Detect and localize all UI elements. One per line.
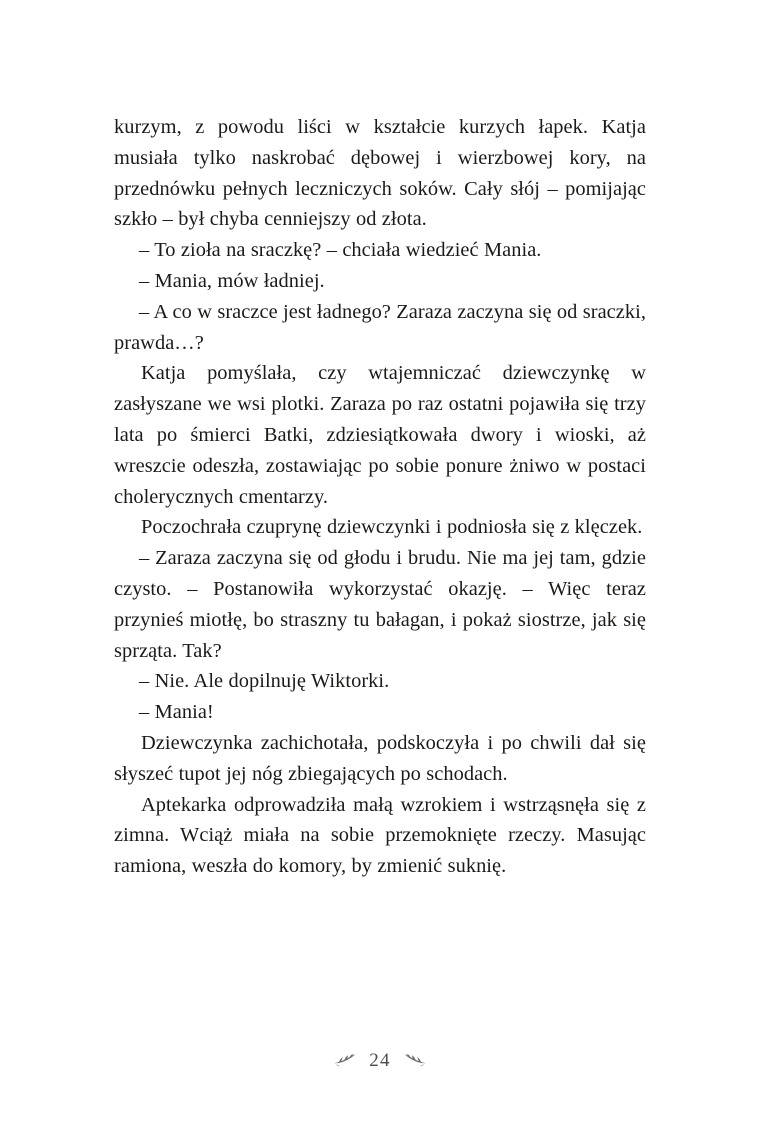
paragraph-dialogue: – A co w sraczce jest ładnego? Zaraza zaczyna się od sraczki, prawda…? [114, 300, 646, 354]
paragraph-dialogue: – Mania, mów ładniej. [139, 269, 325, 292]
paragraph-dialogue: – Nie. Ale dopilnuję Wiktorki. [139, 670, 390, 693]
paragraph-dialogue: – Mania! [139, 701, 214, 724]
leaf-flourish-icon [402, 1052, 428, 1068]
paragraph-narrative: Katja pomyślała, czy wtajemniczać dziewczynkę w zasłyszane we wsi plotki. Zaraza po raz ostatni pojawiła się trzy lata po śmierci Batki, zdziesiątkowała dwory i wioski, aż wreszcie odeszła, zostawiając po sobie ponure żniwo w postaci cholerycznych cmentarzy. [114, 362, 646, 508]
page-text-body [114, 112, 646, 882]
paragraph-continuation: kurzym, z powodu liści w kształcie kurzych łapek. Katja musiała tylko naskrobać dębowej i wierzbowej kory, na przednówku pełnych leczniczych soków. Cały słój – pomijając szkło – był chyba cenniejszy od złota. [114, 116, 646, 231]
paragraph-dialogue: – Zaraza zaczyna się od głodu i brudu. Nie ma jej tam, gdzie czysto. – Postanowiła wykorzystać okazję. – Więc teraz przynieś miotłę, bo straszny tu bałagan, i pokaż siostrze, jak się sprząta. Tak? [114, 547, 646, 662]
paragraph-dialogue: – To zioła na sraczkę? – chciała wiedzieć Mania. [139, 239, 542, 262]
paragraph-narrative: Dziewczynka zachichotała, podskoczyła i po chwili dał się słyszeć tupot jej nóg zbiegających po schodach. [114, 731, 646, 785]
paragraph-narrative: Aptekarka odprowadziła małą wzrokiem i wstrząsnęła się z zimna. Wciąż miała na sobie przemoknięte rzeczy. Masując ramiona, weszła do komory, by zmienić suknię. [114, 793, 646, 878]
page-number: 24 [369, 1049, 391, 1071]
leaf-flourish-icon [332, 1052, 358, 1068]
paragraph-narrative: Poczochrała czuprynę dziewczynki i podniosła się z klęczek. [141, 516, 643, 539]
page-footer [0, 1040, 760, 1080]
